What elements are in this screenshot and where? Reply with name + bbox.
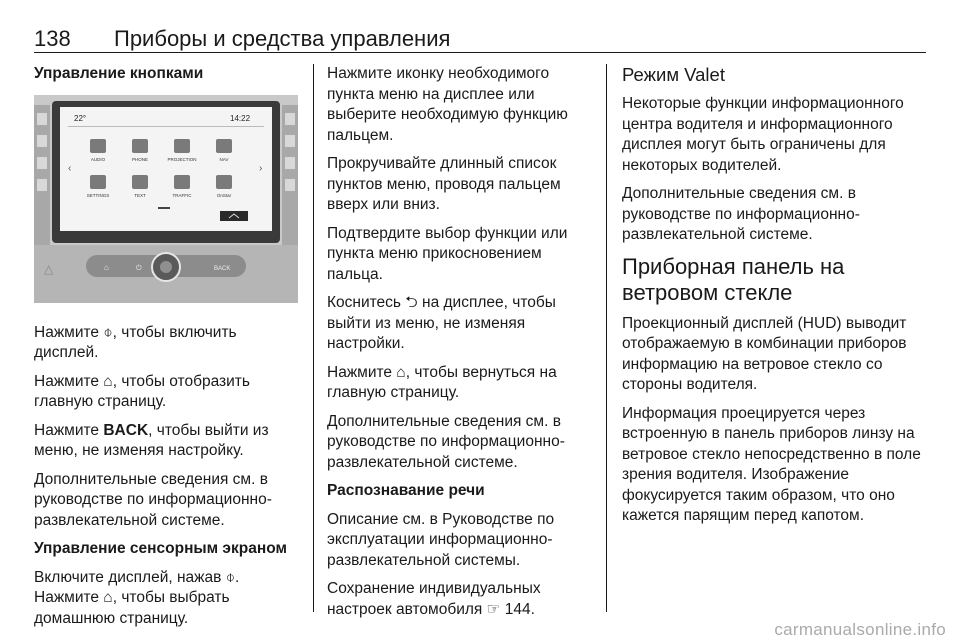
screen-icon-label: OnStar [216,192,232,198]
paragraph: Нажмите иконку необходимого пункта меню на дисплее или выберите необходимую функцию пальцем. [327,65,568,144]
screen-icon-label: NAV [219,156,229,162]
column-2 [327,64,595,628]
paragraph: Некоторые функции информационного центра водителя и информационного дисплея могут быть ограничены для некоторых водителей. [622,95,904,174]
paragraph [34,421,300,462]
screen-icon-label: AUDIO [90,156,106,162]
paragraph: Нажмите ⌽, чтобы включить дисплей. [34,323,237,361]
page-header [34,26,926,53]
paragraph: Сохранение индивидуальных настроек автомобиля ☞ 144. [327,580,541,618]
column-3 [622,64,928,535]
paragraph: Подтвердите выбор функции или пункта меню прикосновением пальца. [327,224,568,283]
hud-heading: Приборная панель на ветровом стекле [622,253,845,305]
paragraph: Дополнительные сведения см. в руководстве по информационно-развлекательной системе. [34,470,272,529]
paragraph: Прокручивайте длинный список пунктов меню, проводя пальцем вверх или вниз. [327,155,561,213]
paragraph: Информация проецируется через встроенную в панель приборов линзу на ветровое стекло непосредственно в поле зрения водителя. Изображение фокусируется таким образом, что оно кажется парящим перед капотом. [622,404,921,524]
paragraph: Дополнительные сведения см. в руководстве по информационно-развлекательной системе. [622,185,860,243]
warning-icon: △ [44,261,54,276]
paragraph: Включите дисплей, нажав ⌽. Нажмите ⌂, чтобы выбрать домашнюю страницу. [34,568,240,627]
paragraph: Дополнительные сведения см. в руководстве по информационно-развлекательной системе. [327,412,565,471]
subheading: Распознавание речи [327,482,485,499]
text: Нажмите [34,421,104,439]
column-1 [34,64,300,637]
back-label: BACK [214,265,231,272]
paragraph: Нажмите ⌂, чтобы отобразить главную страницу. [34,372,250,410]
section-heading: Управление кнопками [34,65,204,82]
paragraph: Коснитесь ⮌ на дисплее, чтобы выйти из меню, не изменяя настройки. [327,294,556,352]
valet-heading: Режим Valet [622,64,725,85]
page-number: 138 [34,26,71,51]
screen-icon-label: PROJECTION [167,156,197,162]
chapter-title: Приборы и средства управления [114,26,451,51]
chevron-left-icon: ‹ [68,162,72,174]
power-icon: ⏻ [136,264,142,272]
screen-time: 14:22 [230,113,251,123]
column-divider [606,64,607,612]
text: , чтобы выйти из меню, не изменяя настройку. [34,421,269,459]
watermark: carmanualsonline.info [774,620,946,639]
back-keyword: BACK [103,421,149,439]
paragraph: Нажмите ⌂, чтобы вернуться на главную страницу. [327,363,557,401]
subheading: Управление сенсорным экраном [34,540,287,557]
chevron-right-icon: › [259,162,263,174]
screen-icon-label: TEXT [134,192,146,198]
home-icon: ⌂ [104,262,109,272]
paragraph: Описание см. в Руководстве по эксплуатации информационно-развлекательной системы. [327,510,555,569]
infotainment-photo [34,95,298,303]
screen-temp: 22° [74,113,87,123]
screen-icon-label: SETTINGS [86,192,110,198]
screen-icon-label: TRAFFIC [172,192,192,198]
paragraph: Проекционный дисплей (HUD) выводит отображаемую в комбинации приборов информацию на ветровое стекло со стороны водителя. [622,314,907,393]
column-divider [313,64,314,612]
screen-icon-label: PHONE [131,156,149,162]
